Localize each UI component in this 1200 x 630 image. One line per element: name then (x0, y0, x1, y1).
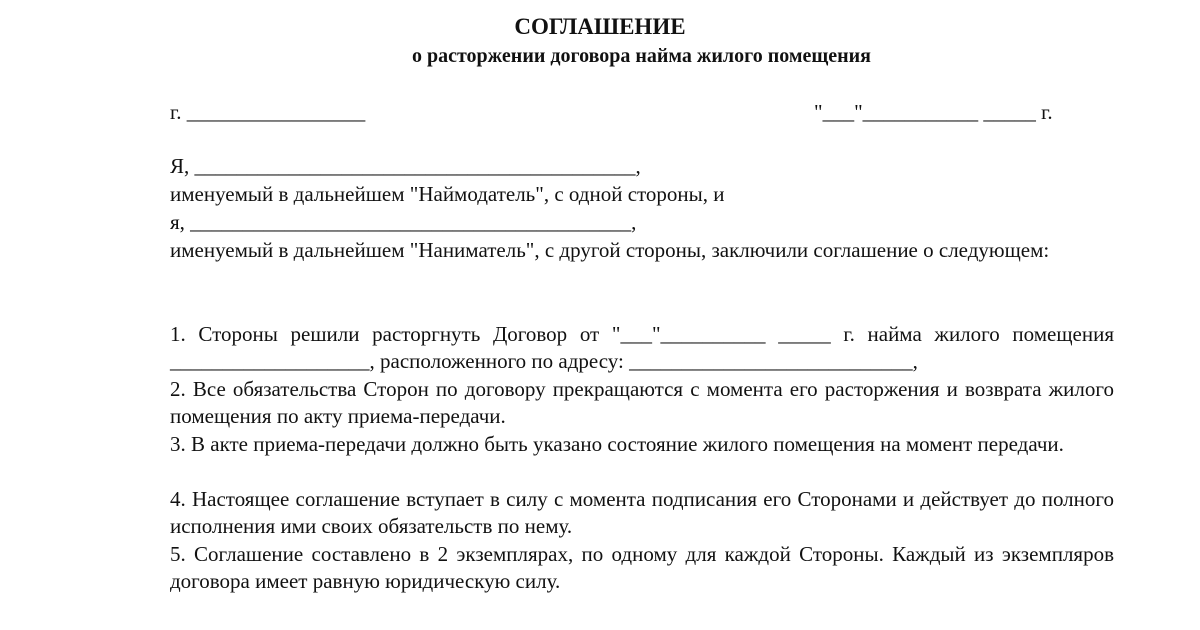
document-subtitle: о расторжении договора найма жилого помещения (412, 45, 871, 67)
tenant-name-line: я, __________________________________________, (170, 210, 637, 234)
clause-2: 2. Все обязательства Сторон по договору прекращаются с момента его расторжения и возврата жилого помещения по акту приема-передачи. (170, 377, 1114, 428)
clause-5: 5. Соглашение составлено в 2 экземплярах, по одному для каждой Стороны. Каждый из экземпляров договора имеет равную юридическую силу. (170, 542, 1114, 593)
clause-4: 4. Настоящее соглашение вступает в силу с момента подписания его Сторонами и действует до полного исполнения ими своих обязательств по нему. (170, 487, 1114, 538)
landlord-name-line: Я, __________________________________________, (170, 154, 641, 178)
tenant-role-paragraph: именуемый в дальнейшем "Наниматель", с другой стороны, заключили соглашение о следующем: (170, 238, 1050, 262)
date-line: "___"___________ _____ г. (814, 100, 1053, 124)
city-line: г. _________________ (170, 100, 366, 124)
clause-1: 1. Стороны решили расторгнуть Договор от "___"__________ _____ г. найма жилого помещения ___________________, расположенного по адресу: ___________________________, (170, 322, 1114, 373)
clause-3: 3. В акте приема-передачи должно быть указано состояние жилого помещения на момент передачи. (170, 432, 1064, 456)
landlord-role-line: именуемый в дальнейшем "Наймодатель", с одной стороны, и (170, 182, 725, 206)
document-title: СОГЛАШЕНИЕ (514, 14, 686, 39)
